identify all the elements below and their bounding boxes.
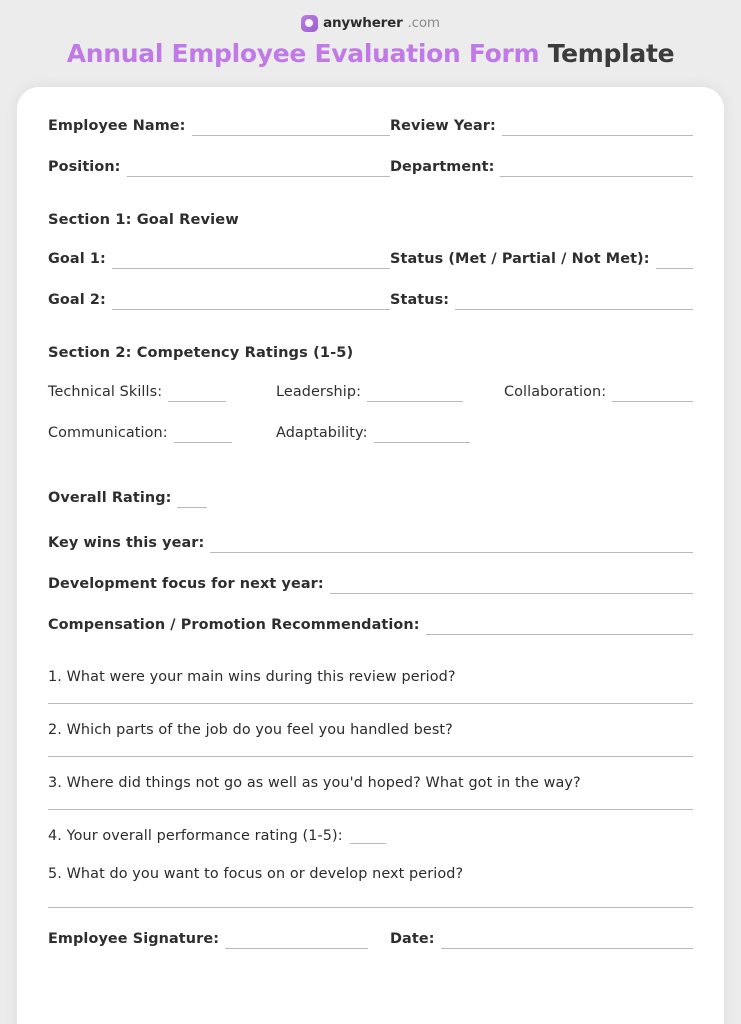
brand-header	[0, 0, 741, 30]
label-goal-1: Goal 1:	[48, 251, 106, 267]
field-key-wins[interactable]	[48, 534, 693, 553]
brand-tld: .com	[407, 15, 440, 31]
field-compensation[interactable]	[48, 616, 693, 635]
input-review-year[interactable]	[502, 122, 693, 136]
label-leadership: Leadership:	[276, 384, 362, 400]
question-2-block	[48, 722, 693, 757]
input-employee-name[interactable]	[192, 122, 390, 136]
field-overall-rating[interactable]	[48, 489, 298, 508]
row-goal2	[48, 291, 693, 310]
field-review-year[interactable]	[390, 117, 693, 136]
field-communication[interactable]	[48, 424, 276, 443]
label-employee-signature: Employee Signature:	[48, 931, 220, 947]
input-key-wins[interactable]	[210, 539, 693, 553]
label-date: Date:	[390, 931, 435, 947]
field-goal-1-status[interactable]	[390, 250, 693, 269]
question-3-text: 3. Where did things not go as well as you'd hoped? What got in the way?	[48, 775, 581, 791]
field-goal-2-status[interactable]	[390, 291, 693, 310]
input-date[interactable]	[441, 935, 693, 949]
answer-3-input[interactable]	[48, 791, 693, 810]
field-collaboration[interactable]	[504, 383, 693, 402]
page-title-accent: Annual Employee Evaluation Form	[66, 39, 540, 68]
question-5-text: 5. What do you want to focus on or develop next period?	[48, 866, 464, 882]
input-goal-2-status[interactable]	[455, 296, 693, 310]
label-collaboration: Collaboration:	[504, 384, 607, 400]
label-technical-skills: Technical Skills:	[48, 384, 163, 400]
section-2-heading: Section 2: Competency Ratings (1-5)	[48, 344, 354, 361]
field-adaptability[interactable]	[276, 424, 504, 443]
field-goal-2[interactable]	[48, 291, 390, 310]
field-technical-skills[interactable]	[48, 383, 276, 402]
label-compensation: Compensation / Promotion Recommendation:	[48, 617, 420, 633]
question-5-block	[48, 866, 693, 908]
row-signature	[48, 930, 693, 949]
question-2-text: 2. Which parts of the job do you feel you handled best?	[48, 722, 453, 738]
input-position[interactable]	[127, 163, 390, 177]
label-position: Position:	[48, 159, 121, 175]
field-goal-1[interactable]	[48, 250, 390, 269]
field-department[interactable]	[390, 158, 693, 177]
field-date[interactable]	[390, 930, 693, 949]
label-communication: Communication:	[48, 425, 168, 441]
section-1-heading: Section 1: Goal Review	[48, 211, 239, 228]
row-name-year	[48, 117, 693, 136]
answer-2-input[interactable]	[48, 738, 693, 757]
label-adaptability: Adaptability:	[276, 425, 368, 441]
label-review-year: Review Year:	[390, 118, 496, 134]
question-1-text: 1. What were your main wins during this review period?	[48, 669, 456, 685]
input-adaptability[interactable]	[374, 429, 470, 443]
input-overall-rating[interactable]	[177, 494, 207, 508]
label-employee-name: Employee Name:	[48, 118, 186, 134]
field-leadership[interactable]	[276, 383, 504, 402]
row-competency-2	[48, 424, 693, 443]
page-title-plain: Template	[547, 39, 675, 68]
label-goal-1-status: Status (Met / Partial / Not Met):	[390, 251, 650, 267]
flower-logo-icon	[301, 15, 318, 32]
brand-name: anywherer	[323, 15, 403, 31]
question-4-block[interactable]	[48, 828, 693, 844]
input-employee-signature[interactable]	[225, 935, 368, 949]
field-employee-name[interactable]	[48, 117, 390, 136]
question-4-text: 4. Your overall performance rating (1-5):	[48, 828, 343, 844]
label-goal-2-status: Status:	[390, 292, 450, 308]
row-position-department	[48, 158, 693, 177]
answer-1-input[interactable]	[48, 685, 693, 704]
label-department: Department:	[390, 159, 495, 175]
input-collaboration[interactable]	[612, 388, 693, 402]
row-goal1	[48, 250, 693, 269]
question-1-block	[48, 669, 693, 704]
input-department[interactable]	[500, 163, 693, 177]
row-competency-1	[48, 383, 693, 402]
answer-5-input[interactable]	[48, 882, 693, 908]
question-3-block	[48, 775, 693, 810]
form-sheet	[17, 87, 724, 1024]
input-goal-1[interactable]	[112, 255, 390, 269]
label-key-wins: Key wins this year:	[48, 535, 205, 551]
answer-4-input[interactable]	[350, 830, 386, 844]
input-communication[interactable]	[174, 429, 232, 443]
field-development-focus[interactable]	[48, 575, 693, 594]
field-position[interactable]	[48, 158, 390, 177]
page-title	[0, 39, 741, 68]
field-employee-signature[interactable]	[48, 930, 368, 949]
label-development-focus: Development focus for next year:	[48, 576, 324, 592]
input-goal-2[interactable]	[112, 296, 390, 310]
label-overall-rating: Overall Rating:	[48, 490, 172, 506]
input-leadership[interactable]	[367, 388, 463, 402]
input-goal-1-status[interactable]	[656, 255, 693, 269]
input-development-focus[interactable]	[330, 580, 693, 594]
label-goal-2: Goal 2:	[48, 292, 106, 308]
input-technical-skills[interactable]	[168, 388, 226, 402]
input-compensation[interactable]	[426, 621, 693, 635]
